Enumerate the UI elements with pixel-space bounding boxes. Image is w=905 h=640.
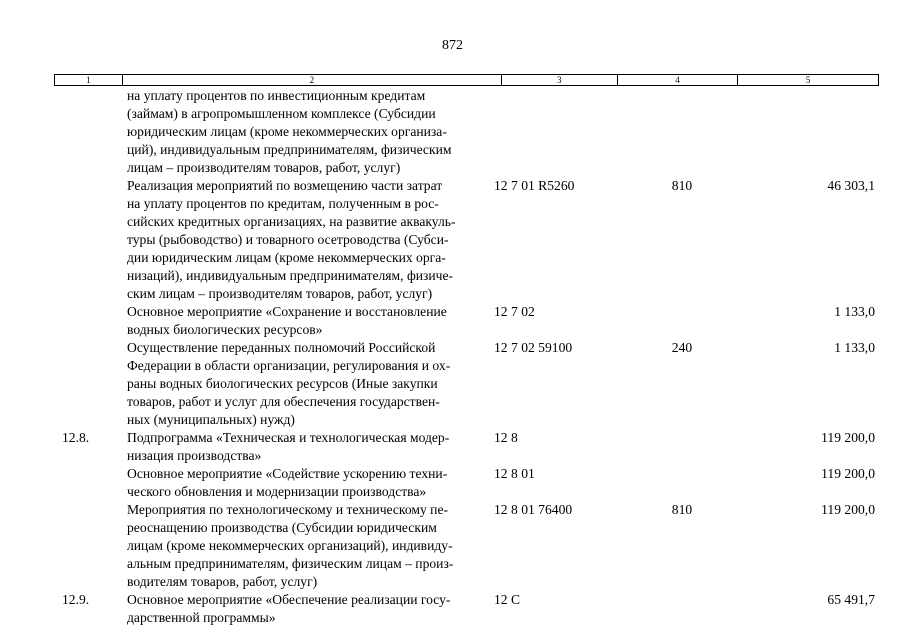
row-name-line: Подпрограмма «Техническая и технологическая модер-: [127, 430, 450, 445]
table-row: [54, 339, 879, 429]
row-name-line: юридическим лицам (кроме некоммерческих организа-: [127, 124, 447, 139]
row-sum: 119 200,0: [821, 430, 875, 445]
row-name-line: водителям товаров, работ, услуг): [127, 574, 318, 589]
row-name-line: Федерации в области организации, регулирования и ох-: [127, 358, 451, 373]
row-name-line: ским лицам – производителям товаров, работ, услуг): [127, 286, 433, 301]
row-name-line: реоснащению производства (Субсидии юридическим: [127, 520, 437, 535]
row-name-line: раны водных биологических ресурсов (Иные закупки: [127, 376, 438, 391]
row-name: [127, 87, 494, 177]
row-name-line: ческого обновления и модернизации производства»: [127, 484, 427, 499]
row-expense-type: 240: [671, 340, 693, 355]
row-name-line: Мероприятия по технологическому и техническому пе-: [127, 502, 449, 517]
row-code: 12 8: [494, 430, 518, 445]
row-code: 12 8 01 76400: [494, 502, 573, 517]
row-name-line: водных биологических ресурсов»: [127, 322, 323, 337]
row-name-line: лицам (кроме некоммерческих организаций), индивиду-: [127, 538, 453, 553]
row-code: 12 8 01: [494, 466, 535, 481]
column-header-3: 3: [502, 75, 618, 85]
table-row: [54, 465, 879, 501]
row-name-line: Основное мероприятие «Сохранение и восстановление: [127, 304, 447, 319]
row-name-line: сийских кредитных организациях, на развитие аквакуль-: [127, 214, 456, 229]
row-name: [127, 303, 494, 339]
table-row: [54, 591, 879, 627]
row-name: [127, 429, 494, 465]
table-row: [54, 501, 879, 591]
row-name-line: туры (рыбоводство) и товарного осетроводства (Субси-: [127, 232, 449, 247]
page-number: 872: [442, 38, 463, 53]
row-name-line: Реализация мероприятий по возмещению части затрат: [127, 178, 443, 193]
row-sum: 1 133,0: [834, 304, 875, 319]
table-row: [54, 177, 879, 303]
table-row: [54, 429, 879, 465]
row-expense-type: 810: [671, 178, 693, 193]
row-name-line: дарственной программы»: [127, 610, 276, 625]
row-name-line: на уплату процентов по кредитам, полученным в рос-: [127, 196, 439, 211]
table-header-row: [54, 74, 879, 86]
row-sum: 65 491,7: [827, 592, 875, 607]
row-sum: 46 303,1: [827, 178, 875, 193]
row-name-line: ций), индивидуальным предпринимателям, физическим: [127, 142, 452, 157]
row-code: 12 7 01 R5260: [494, 178, 575, 193]
row-name: [127, 177, 494, 303]
row-name-line: (займам) в агропромышленном комплексе (Субсидии: [127, 106, 436, 121]
row-name-line: лицам – производителям товаров, работ, услуг): [127, 160, 401, 175]
row-sum: 119 200,0: [821, 502, 875, 517]
row-name-line: дии юридическим лицам (кроме некоммерческих орга-: [127, 250, 446, 265]
table-body: [54, 87, 879, 627]
row-name: [127, 465, 494, 501]
column-header-1: 1: [55, 75, 123, 85]
table-row: [54, 87, 879, 177]
row-sum: 1 133,0: [834, 340, 875, 355]
row-name-line: ных (муниципальных) нужд): [127, 412, 295, 427]
row-name-line: Осуществление переданных полномочий Российской: [127, 340, 436, 355]
table-row: [54, 303, 879, 339]
row-sum: 119 200,0: [821, 466, 875, 481]
row-name-line: на уплату процентов по инвестиционным кредитам: [127, 88, 426, 103]
row-name-line: низация производства»: [127, 448, 262, 463]
row-number: 12.9.: [62, 592, 90, 607]
row-name: [127, 591, 494, 627]
row-name-line: альным предпринимателям, физическим лицам – произ-: [127, 556, 454, 571]
row-name: [127, 501, 494, 591]
column-header-4: 4: [618, 75, 739, 85]
row-name-line: Основное мероприятие «Содействие ускорению техни-: [127, 466, 448, 481]
row-name-line: Основное мероприятие «Обеспечение реализации госу-: [127, 592, 451, 607]
row-code: 12 7 02: [494, 304, 535, 319]
row-number: 12.8.: [62, 430, 90, 445]
row-expense-type: 810: [671, 502, 693, 517]
column-header-5: 5: [805, 75, 811, 85]
row-code: 12 С: [494, 592, 521, 607]
row-name: [127, 339, 494, 429]
column-header-2: 2: [123, 75, 502, 85]
row-code: 12 7 02 59100: [494, 340, 573, 355]
row-name-line: низаций), индивидуальным предпринимателям, физиче-: [127, 268, 454, 283]
row-name-line: товаров, работ и услуг для обеспечения государствен-: [127, 394, 440, 409]
